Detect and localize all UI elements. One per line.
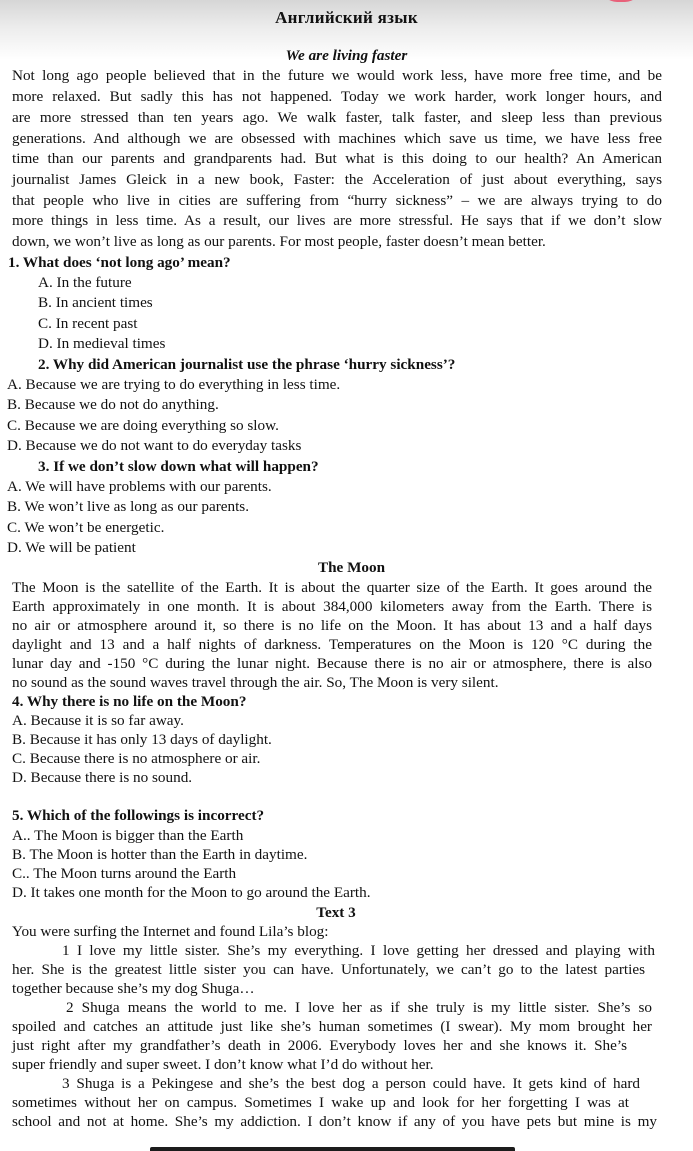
text3-line: super friendly and super sweet. I don’t know what I’d do without her. xyxy=(12,1056,434,1073)
home-indicator-bar xyxy=(150,1147,515,1151)
text3-title: Text 3 xyxy=(316,904,356,921)
text3-intro: You were surfing the Internet and found Lila’s blog: xyxy=(12,923,329,940)
text1-line: more relaxed. But sadly this has not happened. Today we work harder, work longer hours, and xyxy=(12,88,662,105)
q3-option-d: D. We will be patient xyxy=(7,539,136,556)
text3-line: just right after my grandfather’s death in 2006. Everybody loves her and she knows it. She’s xyxy=(12,1037,627,1054)
q3-option-c: C. We won’t be energetic. xyxy=(7,519,165,536)
q1-option-b: B. In ancient times xyxy=(38,294,153,311)
text1-line: down, we won’t live as long as our parents. For most people, faster doesn’t mean better. xyxy=(12,233,546,250)
q3-option-b: B. We won’t live as long as our parents. xyxy=(7,498,250,515)
text3-line: 2 Shuga means the world to me. I love her as if she truly is my little sister. She’s so xyxy=(66,999,652,1016)
q5-option-d: D. It takes one month for the Moon to go around the Earth. xyxy=(12,884,371,901)
q4-option-d: D. Because there is no sound. xyxy=(12,769,193,786)
q2-option-c: C. Because we are doing everything so slow. xyxy=(7,417,279,434)
text1-line: more things in less time. As a result, our lives are more stressful. He says that if we don’t slow xyxy=(12,212,662,229)
text2-title: The Moon xyxy=(317,559,386,576)
q4-option-c: C. Because there is no atmosphere or air. xyxy=(12,750,261,767)
text3-line: together because she’s my dog Shuga… xyxy=(12,980,255,997)
q5-option-b: B. The Moon is hotter than the Earth in daytime. xyxy=(12,846,308,863)
q4-option-b: B. Because it has only 13 days of daylight. xyxy=(12,731,272,748)
text2-line: The Moon is the satellite of the Earth. It is about the quarter size of the Earth. It goes around the xyxy=(12,579,652,596)
question-4: 4. Why there is no life on the Moon? xyxy=(12,693,247,710)
text3-line: 3 Shuga is a Pekingese and she’s the best dog a person could have. It gets kind of hard xyxy=(62,1075,640,1092)
text2-line: Earth approximately in one month. It is about 384,000 kilometers away from the Earth. There is xyxy=(12,598,652,615)
question-1: 1. What does ‘not long ago’ mean? xyxy=(8,254,231,271)
text1-line: journalist James Gleick in a new book, Faster: the Acceleration of just about everything, says xyxy=(12,171,662,188)
q2-option-d: D. Because we do not want to do everyday tasks xyxy=(7,437,302,454)
text1-line: Not long ago people believed that in the future we would work less, have more free time, and be xyxy=(12,67,662,84)
text2-line: no sound as the sound waves travel through the air. So, The Moon is very silent. xyxy=(12,674,499,691)
text2-line: daylight and 13 and a half nights of darkness. Temperatures on the Moon is 120 °C during the xyxy=(12,636,652,653)
q4-option-a: A. Because it is so far away. xyxy=(12,712,184,729)
q2-option-a: A. Because we are trying to do everything in less time. xyxy=(7,376,341,393)
text1-line: time than our parents and grandparents had. But what is this doing to our health? An American xyxy=(12,150,662,167)
q5-option-a: A.. The Moon is bigger than the Earth xyxy=(12,827,244,844)
question-2: 2. Why did American journalist use the phrase ‘hurry sickness’? xyxy=(38,356,456,373)
text3-line: her. She is the greatest little sister you can have. Unfortunately, we can’t go to the latest parties xyxy=(12,961,645,978)
q3-option-a: A. We will have problems with our parents. xyxy=(7,478,272,495)
q5-option-c: C.. The Moon turns around the Earth xyxy=(12,865,237,882)
text1-line: are more stressed than ten years ago. We walk faster, talk faster, and sleep less than previous xyxy=(12,109,662,126)
q1-option-d: D. In medieval times xyxy=(38,335,166,352)
text1-title: We are living faster xyxy=(285,47,408,64)
text2-line: no air or atmosphere around it, so there is no life on the Moon. It has about 13 and a half days xyxy=(12,617,652,634)
text3-line: spoiled and catches an attitude just like she’s human sometimes (I swear). My mom brought her xyxy=(12,1018,652,1035)
q1-option-c: C. In recent past xyxy=(38,315,138,332)
text1-line: that people who live in cities are suffering from “hurry sickness” – we are always trying to do xyxy=(12,192,662,209)
q2-option-b: B. Because we do not do anything. xyxy=(7,396,219,413)
q1-option-a: A. In the future xyxy=(38,274,132,291)
text2-line: lunar day and -150 °C during the lunar night. Because there is no air or atmosphere, there is also xyxy=(12,655,652,672)
text3-line: 1 I love my little sister. She’s my everything. I love getting her dressed and playing with xyxy=(62,942,655,959)
subject-title: Английский язык xyxy=(275,8,418,27)
question-5: 5. Which of the followings is incorrect? xyxy=(12,807,265,824)
text3-line: school and not at home. She’s my addiction. I don’t know if any of you have pets but mine is my xyxy=(12,1113,657,1130)
question-3: 3. If we don’t slow down what will happen? xyxy=(38,458,319,475)
text1-line: generations. And although we are obsessed with machines which save us time, we have less free xyxy=(12,130,662,147)
text3-line: sometimes without her on campus. Sometimes I wake up and look for her forgetting I was at xyxy=(12,1094,629,1111)
